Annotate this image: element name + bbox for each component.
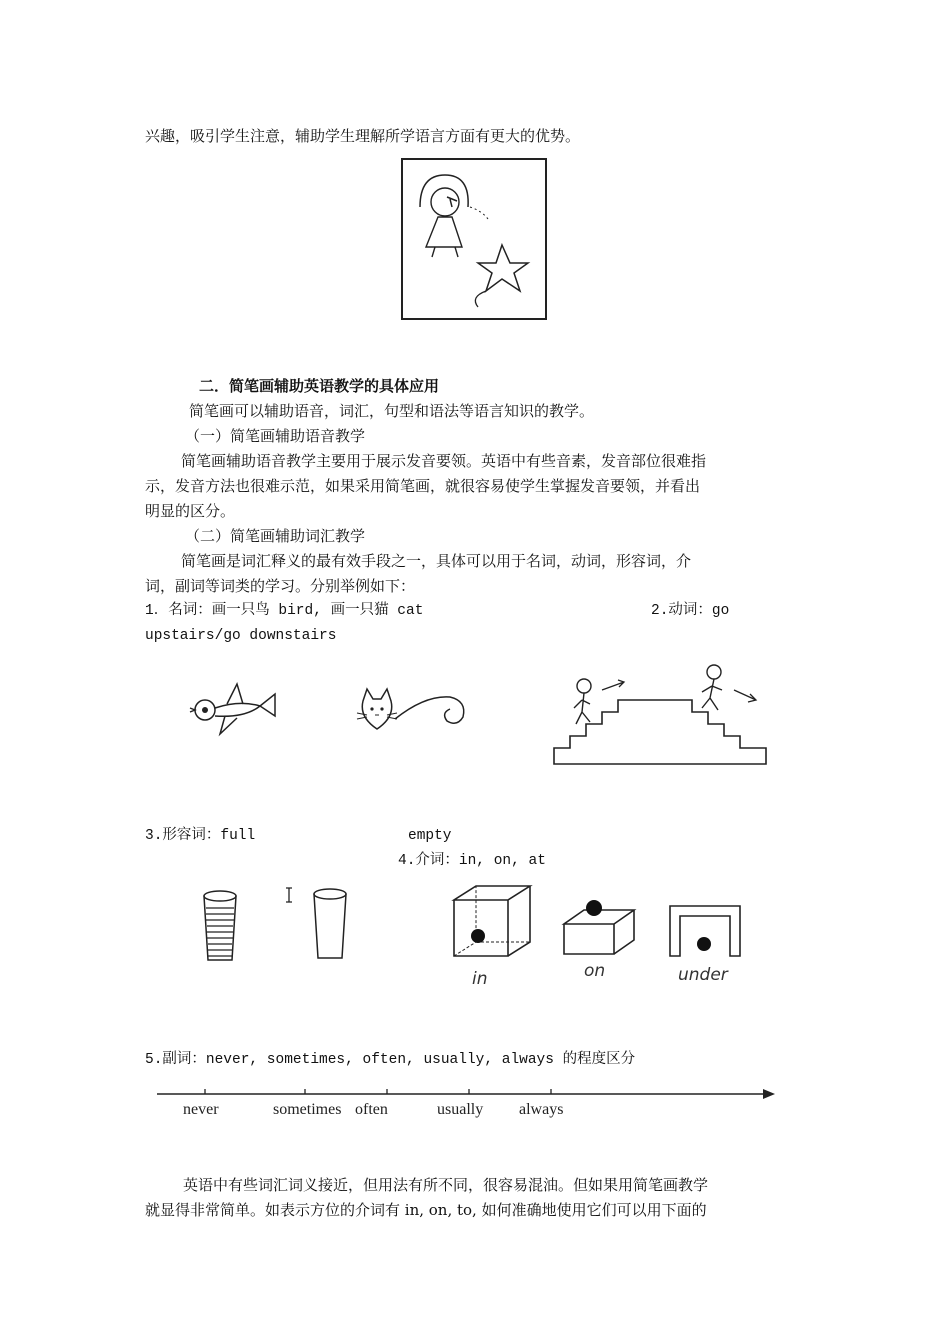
sub1-para-line1: 简笔画辅助语音教学主要用于展示发音要领。英语中有些音素，发音部位很难指	[181, 452, 707, 470]
girl-star-sketch	[400, 157, 550, 327]
final-para-line1: 英语中有些词汇词义接近，但用法有所不同，很容易混油。但如果用简笔画教学	[183, 1176, 709, 1194]
cat-sketch	[355, 685, 475, 739]
adverb-scale	[155, 1084, 785, 1138]
section2-heading: 二．简笔画辅助英语教学的具体应用	[199, 377, 440, 395]
sub2-para-line2: 词，副词等词类的学习。分别举例如下：	[145, 577, 416, 595]
sub2-heading: （二）简笔画辅助词汇教学	[185, 527, 366, 545]
scale-label-usually: usually	[437, 1101, 484, 1118]
section2-intro: 简笔画可以辅助语音，词汇，句型和语法等语言知识的教学。	[189, 402, 595, 420]
scale-label-never: never	[183, 1101, 219, 1118]
sub1-heading: （一）简笔画辅助语音教学	[185, 427, 366, 445]
item3-label: 3.形容词：full	[145, 828, 256, 844]
prep-word-on: on	[584, 961, 606, 981]
prep-word-in: in	[472, 969, 488, 989]
glasses-sketch	[200, 878, 360, 972]
intro-line: 兴趣，吸引学生注意，辅助学生理解所学语言方面有更大的优势。	[145, 127, 581, 145]
item4-label: 4.介词：in, on, at	[398, 853, 546, 869]
sub2-para-line1: 简笔画是词汇释义的最有效手段之一，具体可以用于名词，动词，形容词，介	[181, 552, 692, 570]
bird-sketch	[185, 680, 285, 744]
prep-word-under: under	[678, 965, 728, 985]
final-para-line2: 就显得非常简单。如表示方位的介词有 in, on, to, 如何准确地使用它们可以用下面的	[145, 1201, 707, 1219]
scale-label-often: often	[355, 1101, 388, 1118]
sub1-para-line3: 明显的区分。	[145, 502, 236, 520]
item3-empty-label: empty	[408, 828, 452, 844]
sub1-para-line2: 示，发音方法也很难示范，如果采用简笔画，就很容易使学生掌握发音要领，并看出	[145, 477, 701, 495]
scale-label-sometimes: sometimes	[273, 1101, 342, 1118]
item2-continuation: upstairs/go downstairs	[145, 628, 337, 644]
prepositions-sketch	[448, 880, 758, 994]
item2-label: 2.动词：go	[651, 603, 730, 619]
scale-label-always: always	[519, 1101, 564, 1118]
stairs-sketch	[552, 660, 772, 772]
item5-label: 5.副词：never, sometimes, often, usually, always 的程度区分	[145, 1052, 636, 1068]
item1-label: 1．名词：画一只鸟 bird, 画一只猫 cat	[145, 603, 424, 619]
